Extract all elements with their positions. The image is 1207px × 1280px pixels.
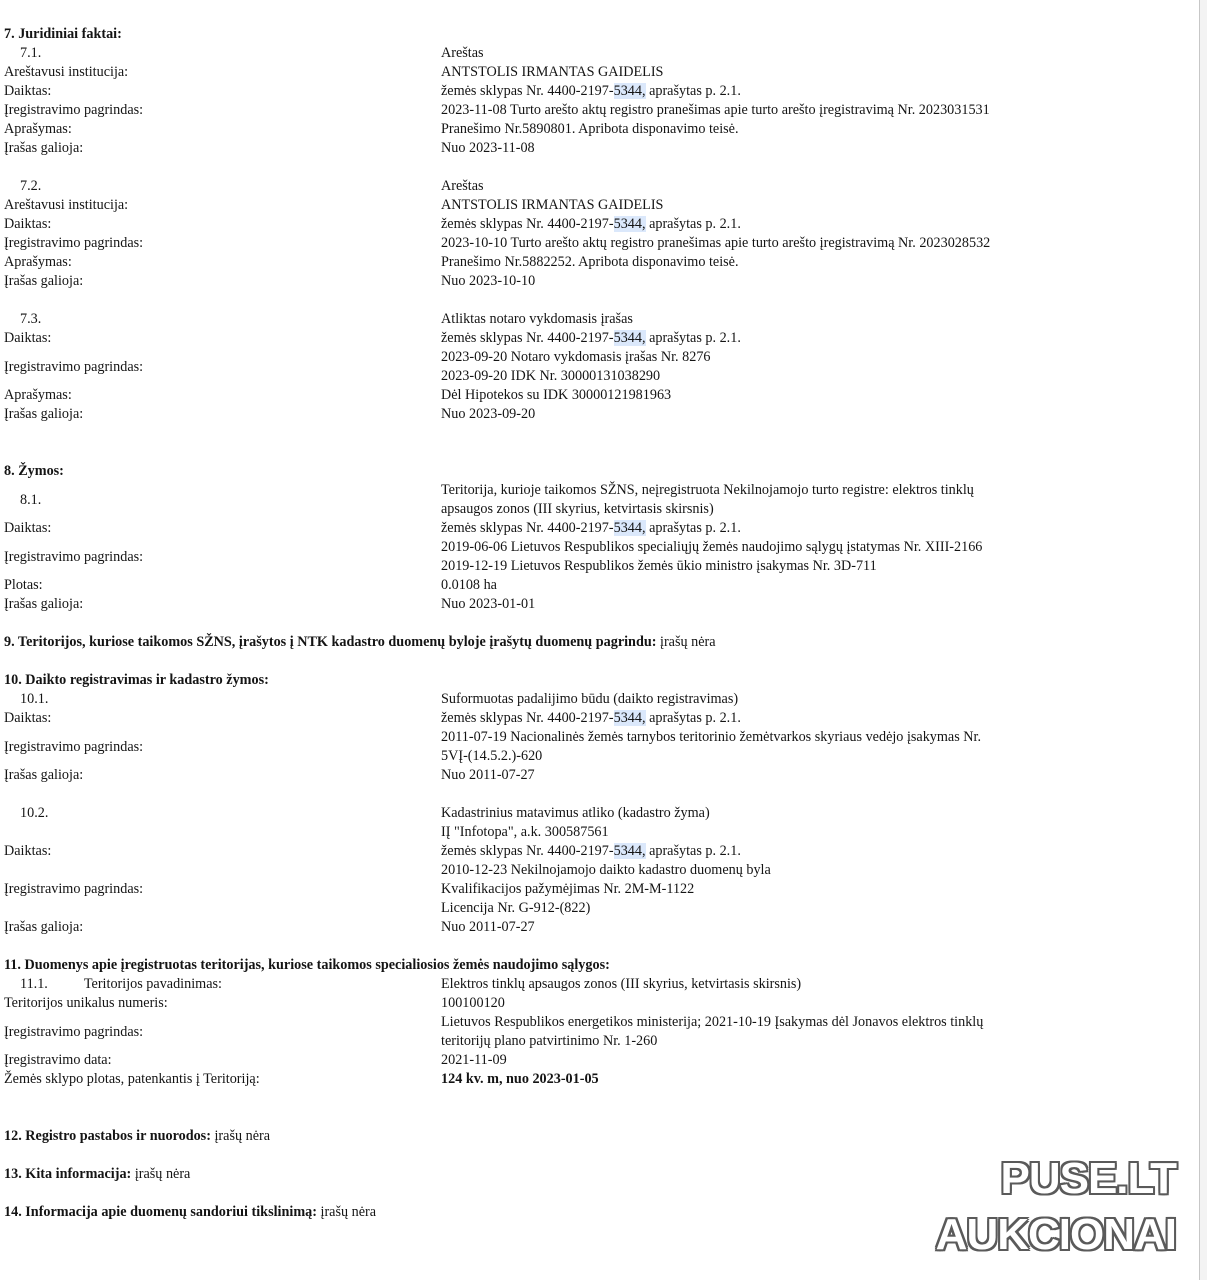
field-label: Aprašymas: <box>4 254 72 270</box>
entry-type: Atliktas notaro vykdomasis įrašas <box>441 311 633 327</box>
registration-basis-row <box>4 1013 1194 1051</box>
entry-type-continued: apsaugos zonos (III skyrius, ketvirtasis skirsnis) <box>441 501 714 517</box>
field-value: Kvalifikacijos pažymėjimas Nr. 2M-M-1122 <box>441 881 695 897</box>
item-number: 10.2. <box>20 805 49 821</box>
viewer-gutter <box>1200 0 1207 1280</box>
field-label: Įregistravimo pagrindas: <box>4 738 144 755</box>
object-row <box>4 82 1194 101</box>
object-row <box>4 842 1194 861</box>
field-value: 2010-12-23 Nekilnojamojo daikto kadastro duomenų byla <box>441 862 771 878</box>
field-value: 5VĮ-(14.5.2.)-620 <box>441 748 543 764</box>
search-highlight: 5344, <box>613 330 646 346</box>
parcel-area-row <box>4 1070 1194 1089</box>
item-number: 7.3. <box>20 311 42 327</box>
section-12 <box>4 1127 1194 1146</box>
field-value: žemės sklypas Nr. 4400-2197- <box>441 83 614 99</box>
section-10-title: 10. Daikto registravimas ir kadastro žymos: <box>4 672 269 688</box>
field-value: Nuo 2023-09-20 <box>441 406 536 422</box>
field-value: Licencija Nr. G-912-(822) <box>441 900 591 916</box>
company-row <box>4 823 1194 842</box>
field-value: aprašytas p. 2.1. <box>645 520 741 536</box>
field-value: Dėl Hipotekos su IDK 30000121981963 <box>441 387 672 403</box>
item-number: 10.1. <box>20 691 49 707</box>
entry-type: Teritorija, kurioje taikomos SŽNS, neįregistruota Nekilnojamojo turto registre: elektros tinklų <box>441 482 974 498</box>
field-label: Įrašas galioja: <box>4 919 84 935</box>
institution-row <box>4 196 1194 215</box>
entry-type: Areštas <box>441 178 484 194</box>
field-value: 2023-11-08 Turto arešto aktų registro pranešimas apie turto arešto įregistravimą Nr. 2023031531 <box>441 102 990 118</box>
field-label: Aprašymas: <box>4 387 72 403</box>
section-9-value: įrašų nėra <box>656 634 716 650</box>
field-label: Įregistravimo pagrindas: <box>4 235 144 251</box>
search-highlight: 5344, <box>613 843 646 859</box>
field-value: 100100120 <box>441 995 505 1011</box>
unique-number-row <box>4 994 1194 1013</box>
field-value: Nuo 2023-01-01 <box>441 596 536 612</box>
section-12-title: 12. Registro pastabos ir nuorodos: <box>4 1128 211 1144</box>
entry-type: Suformuotas padalijimo būdu (daikto registravimas) <box>441 691 739 707</box>
object-row <box>4 215 1194 234</box>
field-label: Plotas: <box>4 577 43 593</box>
description-row <box>4 120 1194 139</box>
field-label: Daiktas: <box>4 216 52 232</box>
item-7-1-type-row <box>4 44 1194 63</box>
field-value: aprašytas p. 2.1. <box>645 330 741 346</box>
field-value: aprašytas p. 2.1. <box>645 216 741 232</box>
field-value: 2023-09-20 IDK Nr. 30000131038290 <box>441 368 661 384</box>
field-value: Nuo 2011-07-27 <box>441 767 535 783</box>
section-9-title: 9. Teritorijos, kuriose taikomos SŽNS, įrašytos į NTK kadastro duomenų byloje įrašytų duomenų pagrindu: <box>4 634 657 650</box>
search-highlight: 5344, <box>613 83 646 99</box>
field-value: Nuo 2023-10-10 <box>441 273 536 289</box>
watermark-line-2: AUKCIONAI <box>935 1210 1176 1259</box>
field-label: Teritorijos pavadinimas: <box>83 976 222 992</box>
field-value: Nuo 2011-07-27 <box>441 919 535 935</box>
watermark-line-1: PUSE.LT <box>1000 1154 1176 1203</box>
field-value: ANTSTOLIS IRMANTAS GAIDELIS <box>441 64 664 80</box>
field-value: ANTSTOLIS IRMANTAS GAIDELIS <box>441 197 664 213</box>
field-value: Pranešimo Nr.5890801. Apribota disponavimo teisė. <box>441 121 739 137</box>
field-value: Lietuvos Respublikos energetikos ministerija; 2021-10-19 Įsakymas dėl Jonavos elektros tinklų <box>441 1014 984 1030</box>
watermark <box>936 1151 1176 1263</box>
area-row <box>4 576 1194 595</box>
valid-from-row <box>4 272 1194 291</box>
section-13-title: 13. Kita informacija: <box>4 1166 132 1182</box>
document-body <box>4 25 1194 1222</box>
field-label: Daiktas: <box>4 843 52 859</box>
valid-from-row <box>4 595 1194 614</box>
field-value: 0.0108 ha <box>441 577 497 593</box>
item-11-1-name-row <box>4 975 1194 994</box>
field-value: 2019-06-06 Lietuvos Respublikos specialiųjų žemės naudojimo sąlygų įstatymas Nr. XIII-2166 <box>441 539 983 555</box>
valid-from-row <box>4 405 1194 424</box>
field-value: Elektros tinklų apsaugos zonos (III skyrius, ketvirtasis skirsnis) <box>441 976 802 992</box>
field-label: Įregistravimo pagrindas: <box>4 358 144 375</box>
search-highlight: 5344, <box>613 710 646 726</box>
item-7-2-type-row <box>4 177 1194 196</box>
field-label: Įregistravimo pagrindas: <box>4 1023 144 1040</box>
field-value: žemės sklypas Nr. 4400-2197- <box>441 216 614 232</box>
field-label: Aprašymas: <box>4 121 72 137</box>
item-10-1-type-row <box>4 690 1194 709</box>
entry-type: Areštas <box>441 45 484 61</box>
valid-from-row <box>4 918 1194 937</box>
field-label: Žemės sklypo plotas, patenkantis į Teritoriją: <box>4 1071 260 1087</box>
item-8-1-type-row <box>4 481 1194 519</box>
registration-basis-row <box>4 101 1194 120</box>
valid-from-row <box>4 139 1194 158</box>
field-label: Areštavusi institucija: <box>4 64 129 80</box>
section-12-value: įrašų nėra <box>210 1128 271 1144</box>
field-label: Teritorijos unikalus numeris: <box>4 995 168 1011</box>
item-10-2-type-row <box>4 804 1194 823</box>
search-highlight: 5344, <box>613 520 646 536</box>
field-value: žemės sklypas Nr. 4400-2197- <box>441 520 614 536</box>
entry-type: Kadastrinius matavimus atliko (kadastro žyma) <box>441 805 710 821</box>
field-label: Daiktas: <box>4 83 52 99</box>
registration-date-row <box>4 1051 1194 1070</box>
field-label: Daiktas: <box>4 520 52 536</box>
search-highlight: 5344, <box>613 216 646 232</box>
field-value: 2023-10-10 Turto arešto aktų registro pranešimas apie turto arešto įregistravimą Nr. 2023028532 <box>441 235 991 251</box>
field-value: Nuo 2023-11-08 <box>441 140 535 156</box>
item-number: 7.2. <box>20 178 42 194</box>
registration-basis-row <box>4 861 1194 918</box>
object-row <box>4 519 1194 538</box>
section-8-title: 8. Žymos: <box>4 463 64 479</box>
field-label: Areštavusi institucija: <box>4 197 129 213</box>
item-number: 7.1. <box>20 45 42 61</box>
section-14-value: įrašų nėra <box>316 1204 377 1220</box>
item-7-3-type-row <box>4 310 1194 329</box>
field-label: Įrašas galioja: <box>4 596 84 612</box>
field-value: žemės sklypas Nr. 4400-2197- <box>441 330 614 346</box>
field-value: 2019-12-19 Lietuvos Respublikos žemės ūkio ministro įsakymas Nr. 3D-711 <box>441 558 877 574</box>
field-label: Įrašas galioja: <box>4 140 84 156</box>
object-row <box>4 329 1194 348</box>
section-13-value: įrašų nėra <box>131 1166 191 1182</box>
field-value: žemės sklypas Nr. 4400-2197- <box>441 843 614 859</box>
field-value: žemės sklypas Nr. 4400-2197- <box>441 710 614 726</box>
item-number: 11.1. <box>20 976 48 992</box>
field-label: Įregistravimo pagrindas: <box>4 102 144 118</box>
field-label: Daiktas: <box>4 710 52 726</box>
section-7-title: 7. Juridiniai faktai: <box>4 26 122 42</box>
field-label: Daiktas: <box>4 330 52 346</box>
field-label: Įregistravimo data: <box>4 1052 112 1068</box>
registration-basis-row <box>4 538 1194 576</box>
section-11-title: 11. Duomenys apie įregistruotas teritorijas, kuriose taikomos specialiosios žemės naudojimo sąlygos: <box>4 957 610 973</box>
field-value: 124 kv. m, nuo 2023-01-05 <box>441 1071 599 1087</box>
field-value: 2011-07-19 Nacionalinės žemės tarnybos teritorinio žemėtvarkos skyriaus vedėjo įsakymas Nr. <box>441 729 982 745</box>
registration-basis-row <box>4 234 1194 253</box>
field-value: Pranešimo Nr.5882252. Apribota disponavimo teisė. <box>441 254 739 270</box>
field-label: Įregistravimo pagrindas: <box>4 548 144 565</box>
field-label: Įregistravimo pagrindas: <box>4 881 144 897</box>
valid-from-row <box>4 766 1194 785</box>
field-value: aprašytas p. 2.1. <box>645 843 741 859</box>
section-14-title: 14. Informacija apie duomenų sandoriui tikslinimą: <box>4 1204 317 1220</box>
field-value: 2023-09-20 Notaro vykdomasis įrašas Nr. 8276 <box>441 349 711 365</box>
field-value: 2021-11-09 <box>441 1052 507 1068</box>
item-number: 8.1. <box>20 491 42 508</box>
registration-basis-row <box>4 728 1194 766</box>
object-row <box>4 709 1194 728</box>
description-row <box>4 386 1194 405</box>
registration-basis-row <box>4 348 1194 386</box>
field-label: Įrašas galioja: <box>4 273 84 289</box>
field-value: aprašytas p. 2.1. <box>645 83 741 99</box>
field-value: aprašytas p. 2.1. <box>645 710 741 726</box>
field-label: Įrašas galioja: <box>4 406 84 422</box>
institution-row <box>4 63 1194 82</box>
field-label: Įrašas galioja: <box>4 767 84 783</box>
section-9 <box>4 633 1194 652</box>
field-value: IĮ "Infotopa", a.k. 300587561 <box>441 824 609 840</box>
description-row <box>4 253 1194 272</box>
field-value: teritorijų plano patvirtinimo Nr. 1-260 <box>441 1033 658 1049</box>
